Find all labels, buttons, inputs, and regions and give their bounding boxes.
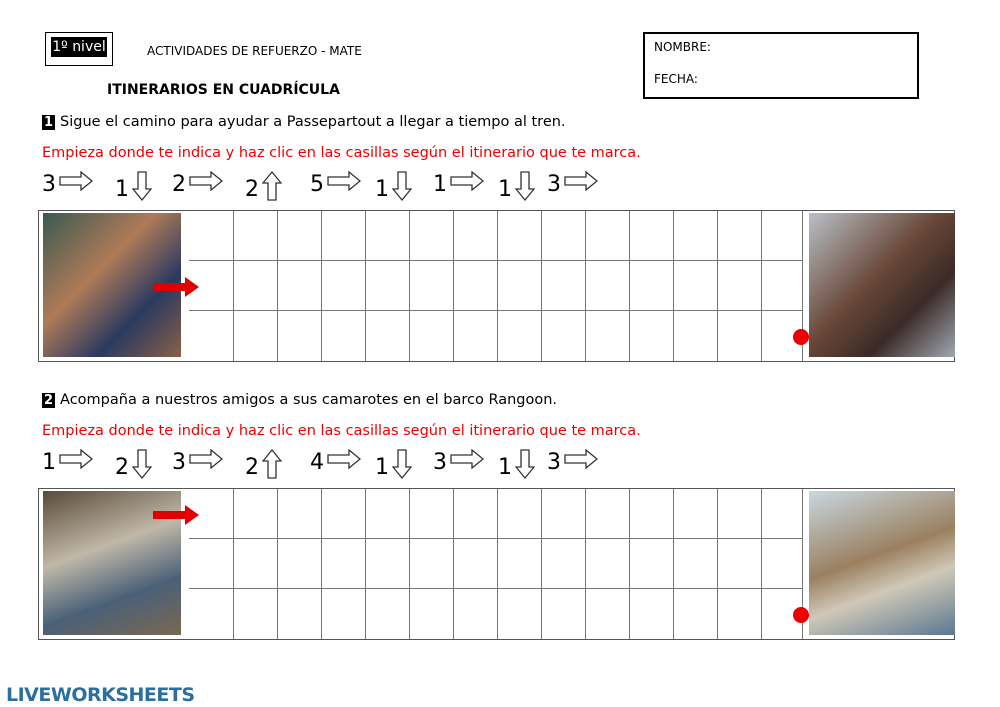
level-badge	[45, 32, 113, 66]
question-text: Acompaña a nuestros amigos a sus camarotes en el barco Rangoon.	[60, 392, 558, 408]
grid-cell[interactable]	[322, 261, 366, 311]
destination-image	[809, 213, 955, 357]
step-count: 3	[547, 171, 561, 197]
arrow-down-icon	[389, 171, 412, 207]
start-arrow-icon	[153, 505, 199, 525]
grid-cell[interactable]	[498, 539, 542, 589]
itinerary-step	[375, 449, 412, 485]
grid-cell[interactable]	[234, 489, 278, 539]
step-count: 1	[498, 176, 512, 202]
grid-cell[interactable]	[189, 311, 234, 361]
grid-cell[interactable]	[278, 211, 322, 261]
question-number: 1	[44, 115, 54, 130]
grid-cell[interactable]	[586, 539, 630, 589]
grid-cell[interactable]	[322, 211, 366, 261]
name-date-box	[643, 32, 919, 99]
page-title: ITINERARIOS EN CUADRÍCULA	[107, 82, 340, 98]
finish-marker	[793, 329, 809, 345]
grid-cell[interactable]	[278, 489, 322, 539]
grid-cell[interactable]	[454, 489, 498, 539]
grid-cell[interactable]	[630, 261, 674, 311]
route-grid	[38, 488, 955, 640]
arrow-down-icon	[512, 449, 535, 485]
step-count: 1	[42, 449, 56, 475]
arrow-down-icon	[512, 171, 535, 207]
question-text: Sigue el camino para ayudar a Passepartout a llegar a tiempo al tren.	[60, 114, 566, 130]
grid-cell[interactable]	[454, 589, 498, 639]
start-arrow-icon	[153, 277, 199, 297]
arrow-right-icon	[561, 449, 598, 475]
grid-cell[interactable]	[718, 589, 762, 639]
grid-cell[interactable]	[718, 311, 762, 361]
grid-cell[interactable]	[498, 261, 542, 311]
itinerary-step	[375, 171, 412, 207]
grid-cell[interactable]	[586, 261, 630, 311]
grid-cell[interactable]	[630, 589, 674, 639]
arrow-right-icon	[561, 171, 598, 197]
itinerary-step	[115, 449, 152, 485]
step-count: 3	[547, 449, 561, 475]
grid-cell[interactable]	[762, 211, 803, 261]
step-count: 4	[310, 449, 324, 475]
grid-cell[interactable]	[366, 311, 410, 361]
grid-cell[interactable]	[586, 589, 630, 639]
grid-cell[interactable]	[189, 211, 234, 261]
arrow-right-icon	[186, 449, 223, 475]
arrow-down-icon	[389, 449, 412, 485]
name-label: NOMBRE:	[654, 40, 711, 54]
itinerary-step	[172, 171, 223, 197]
step-count: 2	[245, 176, 259, 202]
question-1	[42, 114, 566, 130]
arrow-right-icon	[447, 449, 484, 475]
grid-cell[interactable]	[718, 211, 762, 261]
grid-cell[interactable]	[454, 261, 498, 311]
grid-cell[interactable]	[498, 589, 542, 639]
itinerary-step	[433, 171, 484, 197]
grid-cell[interactable]	[586, 489, 630, 539]
itinerary-step	[42, 171, 93, 197]
grid-cell[interactable]	[410, 589, 454, 639]
grid-cell[interactable]	[498, 311, 542, 361]
grid-cell[interactable]	[189, 539, 234, 589]
date-label: FECHA:	[654, 72, 698, 86]
grid-cell[interactable]	[542, 589, 586, 639]
itinerary-step	[547, 449, 598, 475]
grid-cell[interactable]	[234, 211, 278, 261]
grid-cell[interactable]	[410, 261, 454, 311]
itinerary-step	[42, 449, 93, 475]
arrow-right-icon	[447, 171, 484, 197]
grid-cell[interactable]	[542, 539, 586, 589]
step-count: 2	[115, 454, 129, 480]
grid-cell[interactable]	[542, 211, 586, 261]
arrow-down-icon	[129, 449, 152, 485]
step-count: 2	[172, 171, 186, 197]
grid-cell[interactable]	[586, 211, 630, 261]
grid-cell[interactable]	[498, 211, 542, 261]
destination-image	[809, 491, 955, 635]
step-count: 1	[115, 176, 129, 202]
grid-cell[interactable]	[189, 589, 234, 639]
grid-cell[interactable]	[674, 311, 718, 361]
grid-cell[interactable]	[674, 489, 718, 539]
grid-cell[interactable]	[234, 261, 278, 311]
level-label: 1º nivel	[52, 39, 106, 55]
grid-cell[interactable]	[366, 539, 410, 589]
grid-cell[interactable]	[278, 589, 322, 639]
grid-cell[interactable]	[366, 261, 410, 311]
grid-cell[interactable]	[762, 539, 803, 589]
question-number: 2	[44, 393, 54, 408]
grid-cell[interactable]	[366, 211, 410, 261]
grid-cell[interactable]	[718, 261, 762, 311]
grid-cell[interactable]	[718, 539, 762, 589]
grid-cell[interactable]	[366, 589, 410, 639]
grid-cell[interactable]	[410, 539, 454, 589]
grid-cell[interactable]	[630, 211, 674, 261]
step-count: 1	[498, 454, 512, 480]
question-2	[42, 392, 557, 408]
itinerary-step	[498, 449, 535, 485]
arrow-down-icon	[129, 171, 152, 207]
grid-cell[interactable]	[234, 311, 278, 361]
grid-cell[interactable]	[278, 311, 322, 361]
step-count: 1	[433, 171, 447, 197]
grid-cell[interactable]	[410, 489, 454, 539]
arrow-up-icon	[259, 449, 282, 485]
grid-cell[interactable]	[278, 261, 322, 311]
arrow-up-icon	[259, 171, 282, 207]
step-count: 1	[375, 176, 389, 202]
grid-cell[interactable]	[322, 489, 366, 539]
grid-cell[interactable]	[586, 311, 630, 361]
route-grid	[38, 210, 955, 362]
grid-cell[interactable]	[674, 589, 718, 639]
subject-label: ACTIVIDADES DE REFUERZO - MATE	[147, 44, 362, 58]
itinerary-step	[498, 171, 535, 207]
grid-cell[interactable]	[322, 589, 366, 639]
instruction-text: Empieza donde te indica y haz clic en las casillas según el itinerario que te marca.	[42, 145, 641, 161]
step-count: 3	[433, 449, 447, 475]
grid-cell[interactable]	[630, 489, 674, 539]
grid-cell[interactable]	[454, 539, 498, 589]
grid-cell[interactable]	[322, 311, 366, 361]
grid-cell[interactable]	[454, 311, 498, 361]
step-count: 2	[245, 454, 259, 480]
itinerary-step	[245, 449, 282, 485]
arrow-right-icon	[324, 171, 361, 197]
grid-cell[interactable]	[674, 539, 718, 589]
grid-cell[interactable]	[366, 489, 410, 539]
grid-cell[interactable]	[410, 211, 454, 261]
grid-cell[interactable]	[674, 211, 718, 261]
itinerary-step	[547, 171, 598, 197]
grid-cell[interactable]	[542, 489, 586, 539]
grid-cell[interactable]	[762, 261, 803, 311]
arrow-right-icon	[186, 171, 223, 197]
grid-cell[interactable]	[322, 539, 366, 589]
step-count: 3	[42, 171, 56, 197]
grid-cell[interactable]	[718, 489, 762, 539]
grid-cell[interactable]	[234, 589, 278, 639]
grid-cell[interactable]	[762, 489, 803, 539]
grid-cell[interactable]	[542, 311, 586, 361]
grid-cell[interactable]	[630, 539, 674, 589]
step-count: 1	[375, 454, 389, 480]
step-count: 3	[172, 449, 186, 475]
itinerary-step	[245, 171, 282, 207]
arrow-right-icon	[324, 449, 361, 475]
itinerary-step	[310, 449, 361, 475]
grid-cell[interactable]	[234, 539, 278, 589]
grid-cell[interactable]	[454, 211, 498, 261]
grid-cell[interactable]	[278, 539, 322, 589]
grid-cell[interactable]	[498, 489, 542, 539]
finish-marker	[793, 607, 809, 623]
itinerary-step	[172, 449, 223, 475]
arrow-right-icon	[56, 449, 93, 475]
liveworksheets-logo: LIVEWORKSHEETS	[6, 684, 195, 706]
arrow-right-icon	[56, 171, 93, 197]
instruction-text: Empieza donde te indica y haz clic en las casillas según el itinerario que te marca.	[42, 423, 641, 439]
grid-cell[interactable]	[674, 261, 718, 311]
itinerary-step	[310, 171, 361, 197]
grid-cell[interactable]	[542, 261, 586, 311]
itinerary-step	[115, 171, 152, 207]
grid-cell[interactable]	[410, 311, 454, 361]
itinerary-step	[433, 449, 484, 475]
grid-cell[interactable]	[630, 311, 674, 361]
step-count: 5	[310, 171, 324, 197]
